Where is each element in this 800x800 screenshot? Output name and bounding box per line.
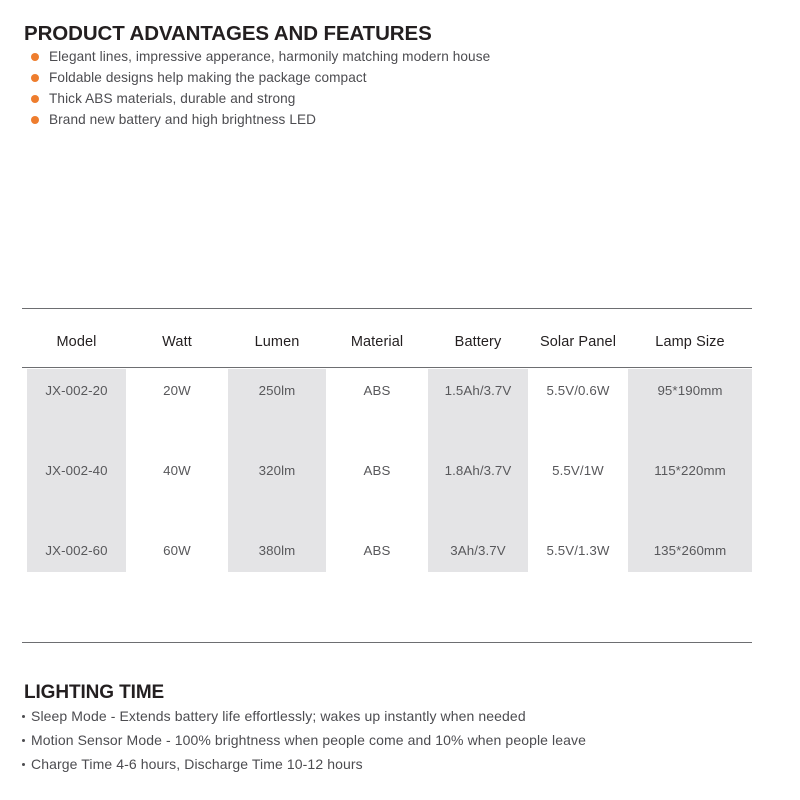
feature-item bbox=[24, 109, 764, 130]
table-cell: JX-002-60 bbox=[45, 543, 108, 558]
lighting-item-label: Motion Sensor Mode - 100% brightness when people come and 10% when people leave bbox=[31, 732, 587, 748]
bullet-dot-icon bbox=[31, 53, 39, 61]
advantages-list bbox=[24, 46, 764, 130]
table-cell: ABS bbox=[363, 543, 391, 558]
table-cell: 250lm bbox=[258, 383, 296, 398]
table-cell: 5.5V/1.3W bbox=[546, 543, 610, 558]
table-cell: JX-002-20 bbox=[45, 383, 108, 398]
table-cell: 95*190mm bbox=[657, 383, 723, 398]
table-cell: 380lm bbox=[258, 543, 296, 558]
table-cell: 20W bbox=[163, 383, 191, 398]
table-row bbox=[0, 460, 800, 482]
table-cell: 5.5V/1W bbox=[552, 463, 604, 478]
lighting-time-title: LIGHTING TIME bbox=[24, 681, 165, 703]
table-cell: 1.8Ah/3.7V bbox=[444, 463, 512, 478]
feature-item-label: Brand new battery and high brightness LED bbox=[49, 112, 317, 127]
table-cell: 320lm bbox=[258, 463, 296, 478]
bullet-dot-icon bbox=[22, 715, 25, 718]
table-cell: ABS bbox=[363, 463, 391, 478]
feature-item bbox=[24, 67, 764, 88]
feature-item-label: Thick ABS materials, durable and strong bbox=[49, 91, 296, 106]
feature-item-label: Elegant lines, impressive apperance, harmonily matching modern house bbox=[49, 49, 491, 64]
feature-item-label: Foldable designs help making the package compact bbox=[49, 70, 367, 85]
table-cell: JX-002-40 bbox=[45, 463, 108, 478]
table-header-cell: Battery bbox=[454, 334, 502, 350]
table-row bbox=[0, 540, 800, 562]
table-header-cell: Model bbox=[56, 334, 97, 350]
lighting-item bbox=[22, 728, 782, 752]
feature-item bbox=[24, 46, 764, 67]
table-top-divider bbox=[22, 308, 752, 309]
table-row bbox=[0, 380, 800, 402]
lighting-item bbox=[22, 752, 782, 776]
bullet-dot-icon bbox=[31, 74, 39, 82]
table-cell: 115*220mm bbox=[654, 463, 726, 478]
bullet-dot-icon bbox=[22, 739, 25, 742]
lighting-item-label: Charge Time 4-6 hours, Discharge Time 10-12 hours bbox=[31, 756, 363, 772]
feature-item bbox=[24, 88, 764, 109]
table-header-cell: Lamp Size bbox=[655, 334, 725, 350]
bullet-dot-icon bbox=[22, 763, 25, 766]
table-cell: 135*260mm bbox=[653, 543, 727, 558]
table-header-cell: Solar Panel bbox=[539, 334, 617, 350]
table-header-cell: Lumen bbox=[254, 334, 300, 350]
bullet-dot-icon bbox=[31, 95, 39, 103]
table-header-row bbox=[0, 330, 800, 354]
table-cell: 1.5Ah/3.7V bbox=[444, 383, 512, 398]
table-cell: ABS bbox=[363, 383, 391, 398]
table-header-cell: Material bbox=[350, 334, 404, 350]
table-header-cell: Watt bbox=[162, 334, 192, 350]
page-title: PRODUCT ADVANTAGES AND FEATURES bbox=[24, 21, 432, 45]
table-bottom-divider bbox=[22, 642, 752, 643]
table-cell: 40W bbox=[163, 463, 191, 478]
table-cell: 60W bbox=[163, 543, 191, 558]
table-cell: 3Ah/3.7V bbox=[450, 543, 506, 558]
table-header-divider bbox=[22, 367, 752, 368]
lighting-time-list bbox=[22, 704, 782, 776]
table-cell: 5.5V/0.6W bbox=[546, 383, 610, 398]
lighting-item-label: Sleep Mode - Extends battery life effortlessly; wakes up instantly when needed bbox=[31, 708, 526, 724]
lighting-item bbox=[22, 704, 782, 728]
bullet-dot-icon bbox=[31, 116, 39, 124]
